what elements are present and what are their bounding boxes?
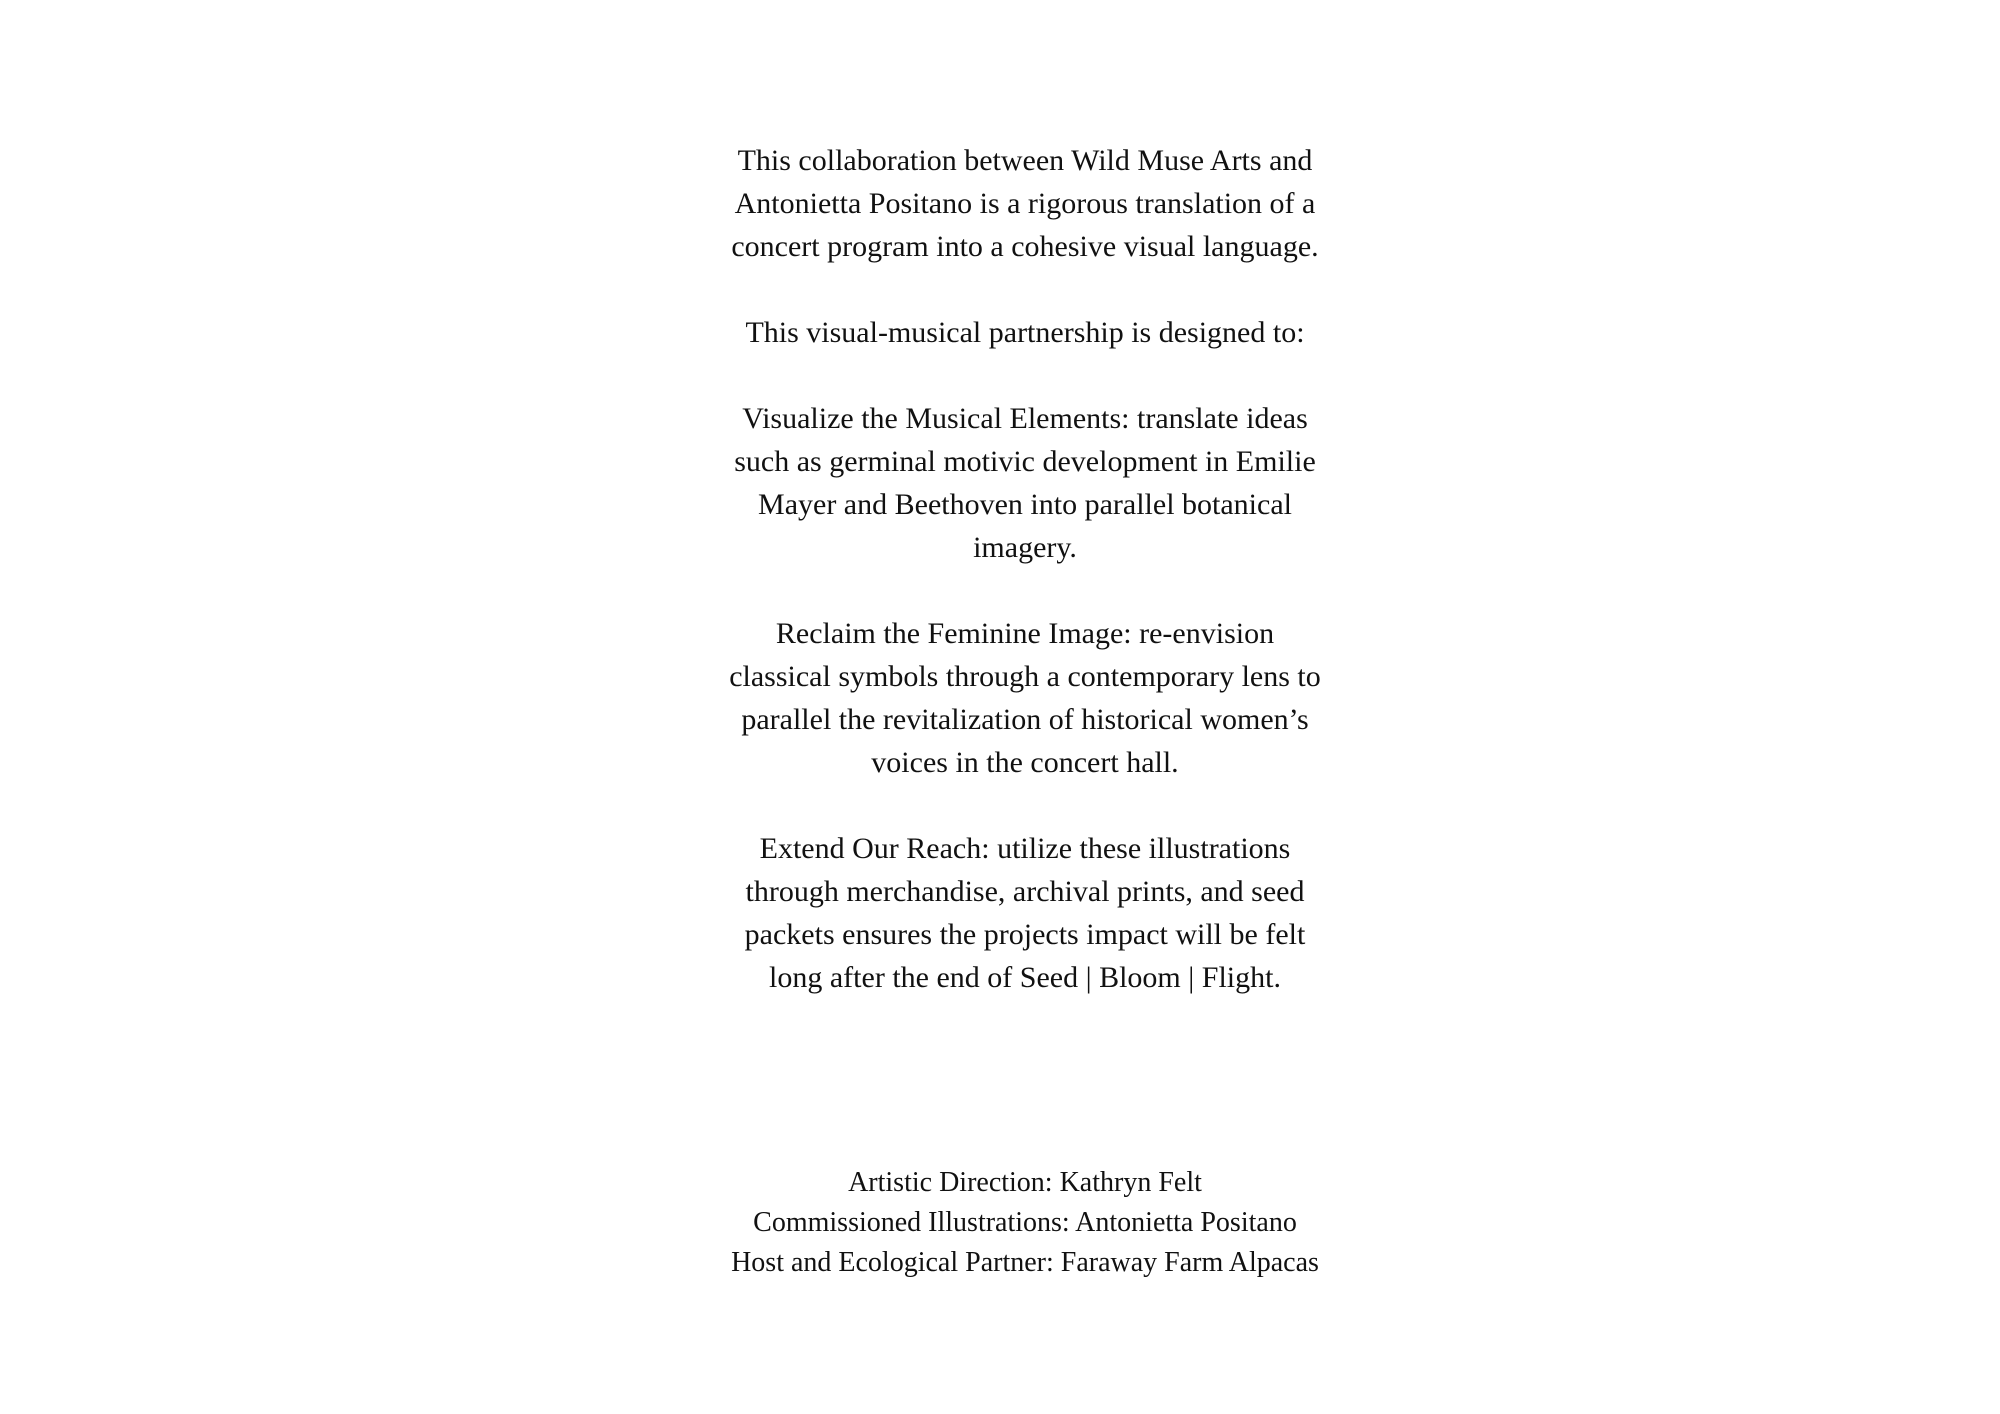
body-text [725, 139, 1325, 999]
goal-paragraph-extend: Extend Our Reach: utilize these illustrations through merchandise, archival prints, and seed packets ensures the projects impact will be felt long after the end of Seed | Bloom | Flight. [744, 832, 1306, 994]
lead-in-paragraph: This visual-musical partnership is designed to: [745, 316, 1305, 349]
credit-host-partner: Host and Ecological Partner: Faraway Farm Alpacas [731, 1247, 1319, 1278]
intro-paragraph: This collaboration between Wild Muse Arts and Antonietta Positano is a rigorous translation of a concert program into a cohesive visual language. [731, 144, 1319, 263]
goal-paragraph-visualize: Visualize the Musical Elements: translate ideas such as germinal motivic development in Emilie Mayer and Beethoven into parallel botanical imagery. [734, 402, 1316, 564]
goal-paragraph-reclaim: Reclaim the Feminine Image: re-envision classical symbols through a contemporary lens to parallel the revitalization of historical women’s voices in the concert hall. [729, 617, 1321, 779]
credit-artistic-direction: Artistic Direction: Kathryn Felt [848, 1167, 1202, 1198]
credit-illustrations: Commissioned Illustrations: Antonietta Positano [753, 1207, 1297, 1238]
credits-block [700, 1163, 1350, 1283]
